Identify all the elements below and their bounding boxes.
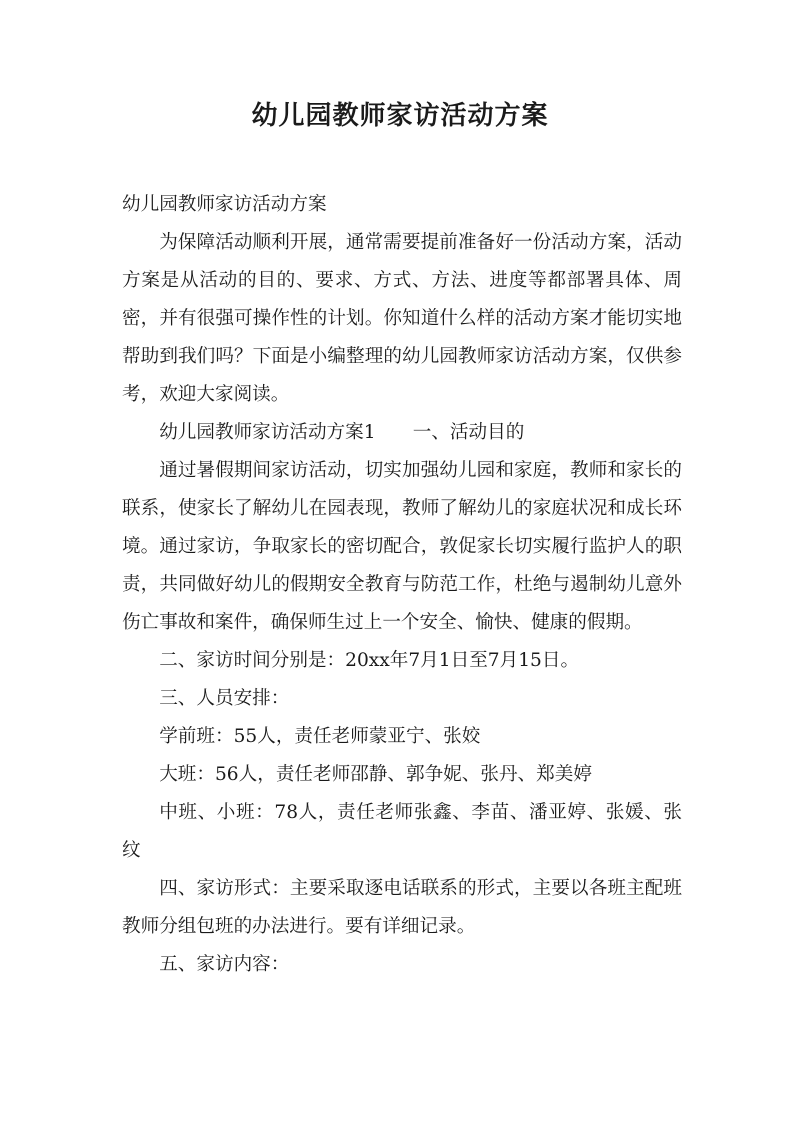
subtitle-paragraph: 幼儿园教师家访活动方案	[122, 194, 327, 215]
intro-paragraph: 为保障活动顺利开展，通常需要提前准备好一份活动方案，活动方案是从活动的目的、要求、方式、方法、进度等都部署具体、周密，并有很强可操作性的计划。你知道什么样的活动方案才能切实地帮助到我们吗？下面是小编整理的幼儿园教师家访活动方案，仅供参考，欢迎大家阅读。	[122, 232, 682, 405]
visit-content-heading: 五、家访内容：	[159, 954, 290, 975]
visit-form-paragraph: 四、家访形式：主要采取逐电话联系的形式，主要以各班主配班教师分组包班的办法进行。要有详细记录。	[122, 878, 682, 937]
staff-senior-class: 大班：56人，责任老师邵静、郭争妮、张丹、郑美婷	[159, 764, 592, 785]
staff-middle-junior-class: 中班、小班：78人，责任老师张鑫、李苗、潘亚婷、张媛、张纹	[122, 802, 682, 861]
purpose-paragraph: 通过暑假期间家访活动，切实加强幼儿园和家庭，教师和家长的联系，使家长了解幼儿在园表现，教师了解幼儿的家庭状况和成长环境。通过家访，争取家长的密切配合，敦促家长切实履行监护人的职责，共同做好幼儿的假期安全教育与防范工作，杜绝与遏制幼儿意外伤亡事故和案件，确保师生过上一个安全、愉快、健康的假期。	[122, 460, 682, 633]
document-body	[122, 186, 682, 984]
visit-time-paragraph: 二、家访时间分别是：20xx年7月1日至7月15日。	[159, 650, 580, 671]
staff-preschool: 学前班：55人，责任老师蒙亚宁、张姣	[159, 726, 481, 747]
document-title: 幼儿园教师家访活动方案	[251, 101, 549, 131]
section-heading-purpose: 幼儿园教师家访活动方案1 一、活动目的	[159, 422, 525, 443]
staff-heading: 三、人员安排：	[159, 688, 290, 709]
